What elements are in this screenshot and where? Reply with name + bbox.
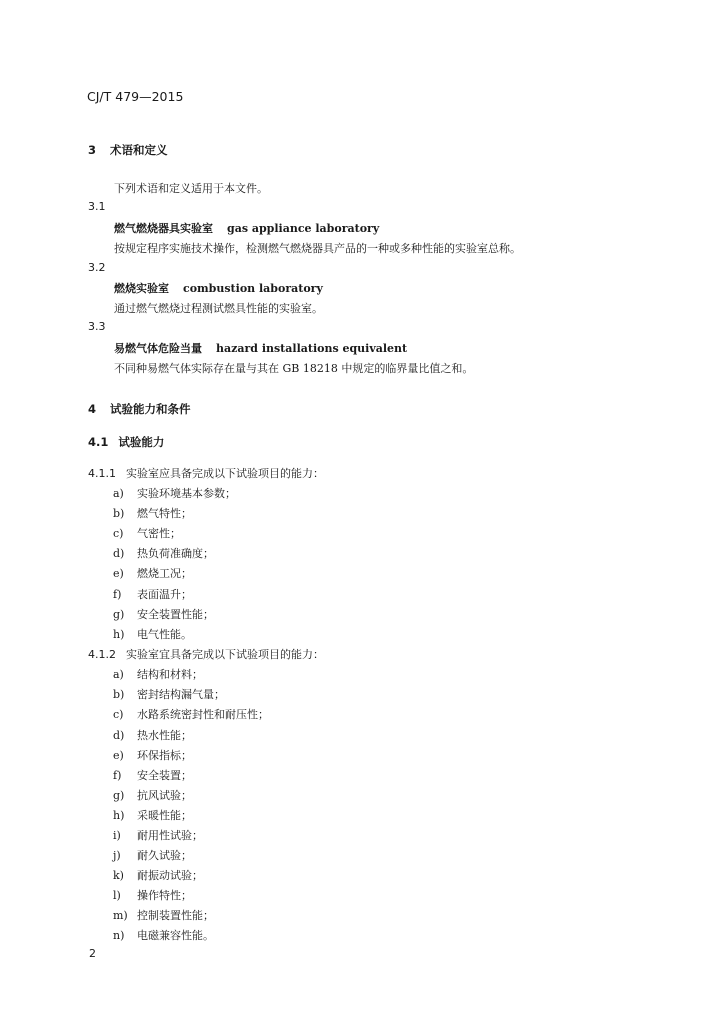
list-item: j) 耐久试验； — [113, 849, 192, 862]
list-item: g) 安全装置性能； — [113, 608, 214, 621]
list-item: c) 气密性； — [113, 527, 181, 540]
section-3-heading — [88, 142, 168, 158]
term-3-1-en: gas appliance laboratory — [227, 222, 380, 235]
term-3-3-en: hazard installations equivalent — [216, 342, 408, 355]
list-item: l) 操作特性； — [113, 889, 192, 902]
page-number: 2 — [89, 947, 96, 960]
section-3-intro: 下列术语和定义适用于本文件。 — [114, 182, 268, 195]
list-item: a) 结构和材料； — [113, 668, 203, 681]
list-item: f) 安全装置； — [113, 769, 192, 782]
list-item: k) 耐振动试验； — [113, 869, 203, 882]
term-3-2-number: 3.2 — [88, 261, 106, 274]
section-4-number: 4 — [88, 402, 97, 416]
term-3-2-title — [114, 280, 323, 296]
document-code: CJ/T 479—2015 — [87, 89, 184, 104]
list-item: c) 水路系统密封性和耐压性； — [113, 708, 269, 721]
list-item: h) 采暖性能； — [113, 809, 192, 822]
list-item: g) 抗风试验； — [113, 789, 192, 802]
list-item: d) 热负荷准确度； — [113, 547, 214, 560]
term-3-1-number: 3.1 — [88, 200, 106, 213]
term-3-1-title — [114, 220, 379, 236]
list-item: e) 环保指标； — [113, 749, 192, 762]
clause-4-1-2 — [88, 646, 324, 662]
list-item: b) 燃气特性； — [113, 507, 192, 520]
term-3-2-zh: 燃烧实验室 — [114, 282, 169, 295]
clause-4-1-1-number: 4.1.1 — [88, 467, 116, 480]
list-item: e) 燃烧工况； — [113, 567, 192, 580]
clause-4-1-2-number: 4.1.2 — [88, 648, 116, 661]
section-4-heading — [88, 401, 191, 417]
term-3-2-en: combustion laboratory — [183, 282, 323, 295]
subsection-4-1-title: 试验能力 — [118, 435, 165, 449]
list-item: d) 热水性能； — [113, 729, 192, 742]
term-3-3-definition: 不同种易燃气体实际存在量与其在 GB 18218 中规定的临界量比值之和。 — [114, 362, 474, 375]
clause-4-1-2-text: 实验室宜具备完成以下试验项目的能力： — [126, 648, 324, 661]
list-item: b) 密封结构漏气量； — [113, 688, 225, 701]
list-item: a) 实验环境基本参数； — [113, 487, 236, 500]
term-3-2-definition: 通过燃气燃烧过程测试燃具性能的实验室。 — [114, 302, 323, 315]
list-item: h) 电气性能。 — [113, 628, 192, 641]
list-item: i) 耐用性试验； — [113, 829, 203, 842]
clause-4-1-1 — [88, 465, 324, 481]
term-3-3-number: 3.3 — [88, 320, 106, 333]
section-3-number: 3 — [88, 143, 97, 157]
term-3-1-definition: 按规定程序实施技术操作，检测燃气燃烧器具产品的一种或多种性能的实验室总称。 — [114, 242, 521, 255]
subsection-4-1-heading — [88, 434, 164, 450]
subsection-4-1-number: 4.1 — [88, 435, 109, 449]
list-item: n) 电磁兼容性能。 — [113, 929, 214, 942]
list-item: m) 控制装置性能； — [113, 909, 214, 922]
section-3-title: 术语和定义 — [110, 143, 168, 157]
section-4-title: 试验能力和条件 — [110, 402, 191, 416]
clause-4-1-1-text: 实验室应具备完成以下试验项目的能力： — [126, 467, 324, 480]
term-3-3-title — [114, 340, 407, 356]
term-3-1-zh: 燃气燃烧器具实验室 — [114, 222, 213, 235]
term-3-3-zh: 易燃气体危险当量 — [114, 342, 202, 355]
list-item: f) 表面温升； — [113, 588, 192, 601]
